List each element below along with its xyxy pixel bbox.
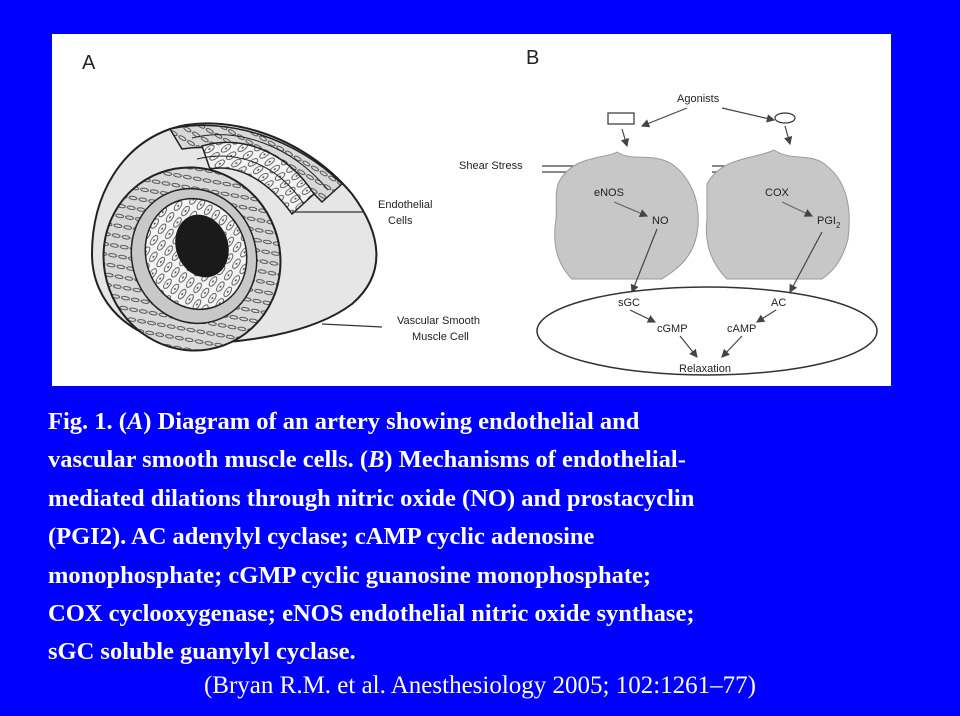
agonist-arrow-right (722, 108, 774, 120)
relaxation-label: Relaxation (679, 363, 731, 375)
caption-line-5: monophosphate; cGMP cyclic guanosine monophosphate; (48, 561, 652, 589)
panel-a-letter: A (82, 52, 96, 74)
caption-line-1-part-a: Fig. 1. ( (48, 408, 127, 435)
camp-label: cAMP (727, 323, 757, 335)
figure-panel (52, 34, 891, 386)
enos-label: eNOS (594, 187, 624, 199)
agonist-arrow-down-right (785, 126, 790, 144)
pgi2-main: PGI (817, 215, 836, 227)
caption-line-1-italic: A (126, 408, 144, 435)
caption-line-2-part-a: vascular smooth muscle cells. ( (48, 446, 369, 474)
artery-illustration (78, 123, 377, 375)
caption-line-7: sGC soluble guanylyl cyclase. (48, 638, 356, 666)
caption-line-6: COX cyclooxygenase; eNOS endothelial nitric oxide synthase; (48, 600, 695, 628)
smooth-muscle-pointer-line (322, 324, 382, 327)
caption-line-2-part-c: ) Mechanisms of endothelial- (384, 446, 686, 474)
smooth-muscle-cell-outline (537, 287, 877, 375)
cox-label: COX (765, 187, 789, 199)
shear-stress-label: Shear Stress (459, 160, 523, 172)
citation: (Bryan R.M. et al. Anesthesiology 2005; 102:1261–77) (203, 672, 757, 699)
agonist-receptor-shape-rect (608, 113, 634, 124)
endothelial-cell-left (555, 152, 699, 279)
panel-b-letter: B (526, 47, 540, 69)
cgmp-label: cGMP (657, 323, 688, 335)
smooth-muscle-label-line2: Muscle Cell (412, 331, 469, 343)
agonists-label: Agonists (677, 93, 720, 105)
caption-line-3: mediated dilations through nitric oxide (NO) and prostacyclin (48, 484, 695, 512)
agonist-arrow-down-left (622, 129, 627, 146)
caption-line-1 (48, 403, 948, 441)
sgc-label: sGC (618, 297, 640, 309)
endothelial-label-line2: Cells (388, 215, 413, 227)
agonist-receptor-shape-oval (775, 113, 795, 123)
pgi2-subscript: 2 (835, 221, 841, 230)
caption-line-2 (48, 441, 948, 479)
no-label: NO (652, 215, 669, 227)
figure-caption (48, 403, 948, 672)
agonist-arrow-left (642, 108, 687, 126)
figure-svg (52, 34, 891, 386)
endothelial-label-line1: Endothelial (378, 199, 433, 211)
caption-line-1-part-c: ) Diagram of an artery showing endothelial and (143, 408, 640, 435)
caption-line-2-italic: B (368, 446, 385, 474)
caption-line-4: (PGI2). AC adenylyl cyclase; cAMP cyclic adenosine (48, 523, 595, 551)
smooth-muscle-label-line1: Vascular Smooth (397, 315, 480, 327)
ac-label: AC (771, 297, 787, 309)
